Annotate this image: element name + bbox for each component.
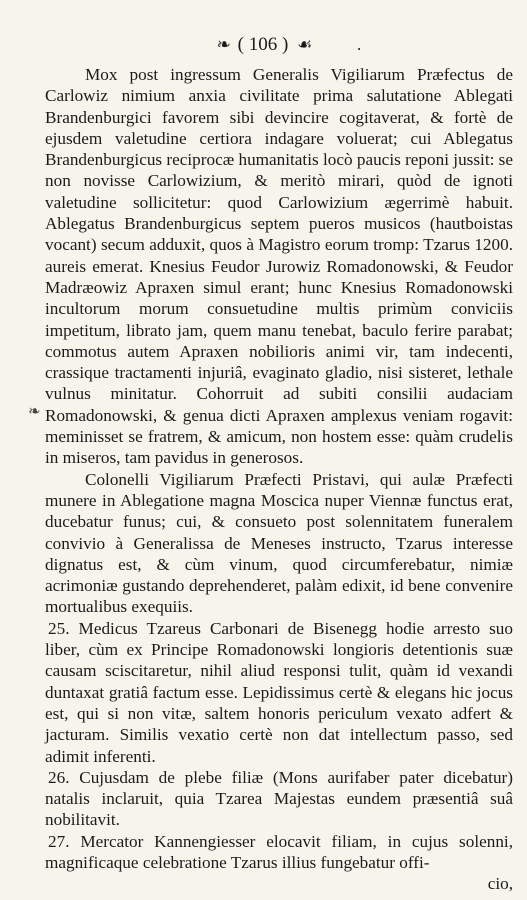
page-header <box>0 34 527 56</box>
paragraph-carlowiz: Mox post ingressum Generalis Vigiliarum Præfectus de Carlowiz nimium anxia civilitate prima salutatione Ablegati Brandenburgici favorem sibi devincire cogitaverat, & fortè de ejusdem valetudine certiora indagare voluerat; cui Ablegatus Brandenburgicus reciprocæ humanitatis locò paucis reponi jussit: se non novisse Carlowizium, & meritò mirari, quòd de ignoti valetudine sollicitetur: quod Carlowizium ægerrimè habuit. Ablegatus Brandenburgicus septem pueros musicos (hautboistas vocant) secum adduxit, quos à Magistro eorum tromp: Tzarus 1200. aureis emerat. Knesius Feudor Jurowiz Romadonowski, & Feudor Madræowiz Apraxen simul erant; hunc Knesius Romadonowski incultorum morum consuetudine multis primùm conviciis impetitum, librato jam, quem manu tenebat, baculo ferire parabat; commotus autem Apraxen nobilioris animi vir, tam indecenti, crassique tractamenti injuriâ, evaginato gladio, nisi sisteret, lethale vulnus minitatur. Cohorruit ad subiti consilii audaciam Romadonowski, & genua dicti Apraxen amplexus veniam rogavit: meminisset se fratrem, & amicum, non hostem esse: quàm crudelis in miseros, tam pavidus in generosos. <box>45 65 513 468</box>
paragraph-pristavi-funeral: Colonelli Vigiliarum Præfecti Pristavi, qui aulæ Præfecti munere in Ablegatione magna Moscica nuper Viennæ functus erat, ducebatur funus; cui, & consueto post solennitatem funeralem convivio à Generalissa de Meneses instructo, Tzarus interesse dignatus est, & cùm vinum, quod circumferebatur, nimiæ acrimoniæ gustando deprehenderet, palàm edixit, id bene convenire mortualibus exequiis. <box>45 469 513 617</box>
page-number: ( 106 ) <box>237 34 289 55</box>
catchword: cio, <box>487 874 513 894</box>
margin-mark-icon: ❧ <box>28 404 41 420</box>
entry-26: 26. Cujusdam de plebe filiæ (Mons aurifaber pater dicebatur) natalis inclaruit, quia Tzarea Majestas eundem præsentiâ suâ nobilitavit. <box>45 767 513 830</box>
entry-25: 25. Medicus Tzareus Carbonari de Bisenegg hodie arresto suo liber, cùm ex Principe Romadonowski longioris detentionis suæ causam sciscitaretur, nihil aliud responsi tulit, quàm id vexandi duntaxat gratiâ factum esse. Lepidissimus certè & elegans hic jocus est, qui si non vitæ, saltem honoris periculum vexato adfert & jacturam. Similis vexatio certè non dat intellectum passo, sed adimit inferenti. <box>45 618 513 766</box>
body-text <box>45 64 513 895</box>
right-fleuron-icon: ☙ <box>297 35 311 54</box>
left-fleuron-icon: ❧ <box>216 35 229 54</box>
entry-27: 27. Mercator Kannengiesser elocavit filiam, in cujus solenni, magnificaque celebratione Tzarus illius fungebatur offi- <box>45 831 513 872</box>
header-trailing-mark: . <box>357 35 362 54</box>
